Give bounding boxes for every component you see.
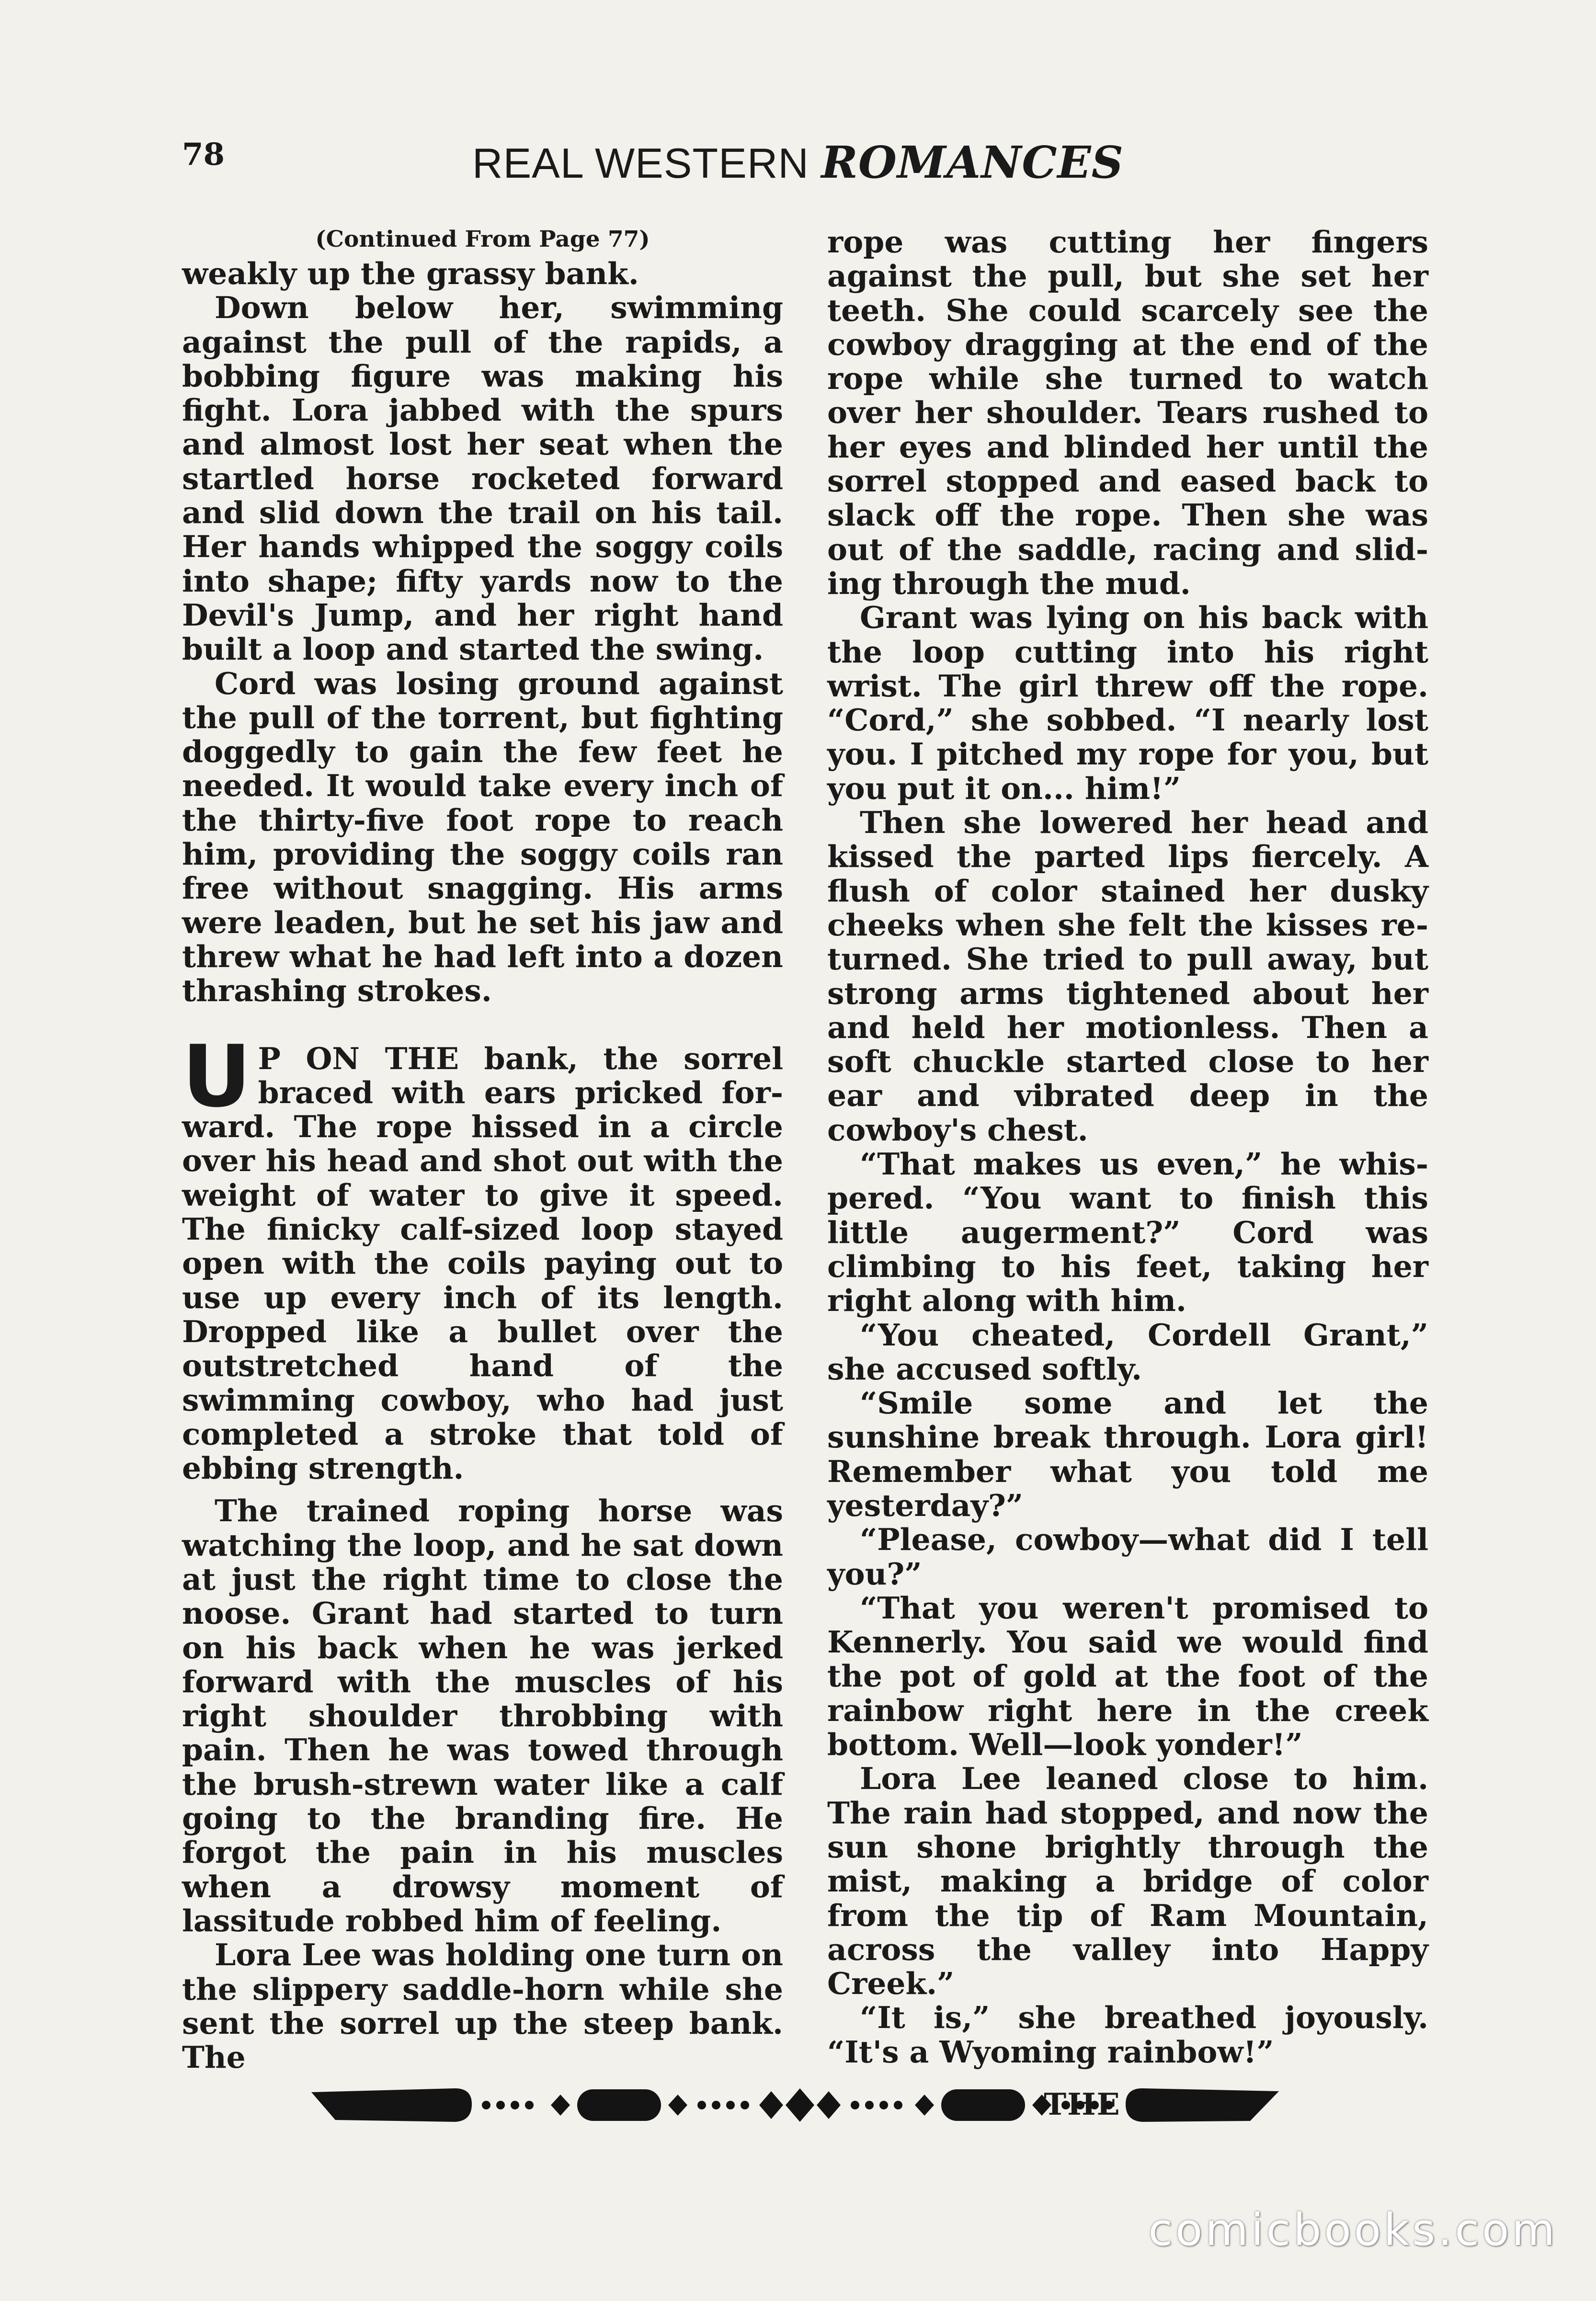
paragraph: Then she lowered her head and kissed the parted lips fiercely. A flush of color stained her dusky cheeks when she felt the kisses returned. She tried to pull away, but strong arms tightened about her and held her motionless. Then a soft chuckle started close to her ear and vibrated deep in the cowboy's chest.: [827, 805, 1428, 1148]
drop-cap: U: [182, 1026, 251, 1126]
left-column: [182, 225, 783, 2074]
paragraph: “Smile some and let the sunshine break through. Lora girl! Remember what you told me yesterday?”: [827, 1385, 1428, 1523]
paragraph: “You cheated, Cordell Grant,” she accused softly.: [827, 1317, 1428, 1387]
continued-note: (Continued From Page 77): [315, 226, 650, 252]
section-opening-paragraph: [182, 1026, 783, 1486]
paragraph: rope was cutting her fingers against the pull, but she set her teeth. She could scarcely see the cowboy dragging at the end of the rope while she turned to watch over her shoulder. Tears rushed to her eyes and blinded her until the sorrel stopped and eased back to slack off the rope. Then she was out of the saddle, racing and sliding through the mud.: [827, 224, 1428, 601]
paragraph: Down below her, swimming against the pull of the rapids, a bobbing figure was making his fight. Lora jabbed with the spurs and almost lost her seat when the startled horse rocketed forward and slid down the trail on his tail. Her hands whipped the soggy coils into shape; fifty yards now to the Devil's Jump, and her right hand built a loop and started the swing.: [182, 290, 783, 667]
paragraph: “That you weren't promised to Kennerly. You said we would find the pot of gold at the foot of the rainbow right here in the creek bottom. Well—look yonder!”: [827, 1590, 1428, 1763]
page-header: [182, 137, 1414, 189]
paragraph: Lora Lee was holding one turn on the slippery saddle-horn while she sent the sorrel up the steep bank. The: [182, 1937, 783, 2075]
right-column: [827, 225, 1428, 2121]
paragraph: Grant was lying on his back with the loop cutting into his right wrist. The girl threw off the rope. “Cord,” she sobbed. “I nearly lost you. I pitched my rope for you, but you put it on... him!”: [827, 600, 1428, 806]
magazine-title: [182, 137, 1414, 188]
paragraph-text: P ON THE bank, the sorrel braced with ears pricked forward. The rope hissed in a circle over his head and shot out with the weight of water to give it speed. The finicky calf-sized loop stayed open with the coils paying out to use up every inch of its length. Dropped like a bullet over the outstretched hand of the swimming cowboy, who had just completed a stroke that told of ebbing strength.: [182, 1040, 783, 1486]
paragraph: “It is,” she breathed joyously. “It's a Wyoming rainbow!”: [827, 2000, 1428, 2070]
paragraph: Lora Lee leaned close to him. The rain had stopped, and now the sun shone brightly through the mist, making a bridge of color from the tip of Ram Mountain, across the valley into Happy Creek.”: [827, 1761, 1428, 2002]
page-number: 78: [182, 137, 225, 172]
paragraph: “That makes us even,” he whispered. “You want to finish this little augerment?” Cord was climbing to his feet, taking her right along with him.: [827, 1146, 1428, 1319]
paragraph: “Please, cowboy—what did I tell you?”: [827, 1522, 1428, 1592]
paragraph: weakly up the grassy bank.: [182, 256, 639, 291]
title-emphasis: ROMANCES: [821, 137, 1124, 188]
paragraph: Cord was losing ground against the pull of the torrent, but fighting doggedly to gain the few feet he needed. It would take every inch of the thirty-five foot rope to reach him, providing the soggy coils ran free without snagging. His arms were leaden, but he set his jaw and threw what he had left into a dozen thrashing strokes.: [182, 665, 783, 1009]
ornamental-divider: [311, 2078, 1279, 2130]
title-main: REAL WESTERN: [472, 139, 821, 187]
site-watermark: comicbooks.com: [1148, 2204, 1558, 2255]
paragraph: The trained roping horse was watching the loop, and he sat down at just the right time to close the noose. Grant had started to turn on his back when he was jerked forward with the muscles of his right shoulder throbbing with pain. Then he was towed through the brush-strewn water like a calf going to the branding fire. He forgot the pain in his muscles when a drowsy moment of lassitude robbed him of feeling.: [182, 1493, 783, 1938]
